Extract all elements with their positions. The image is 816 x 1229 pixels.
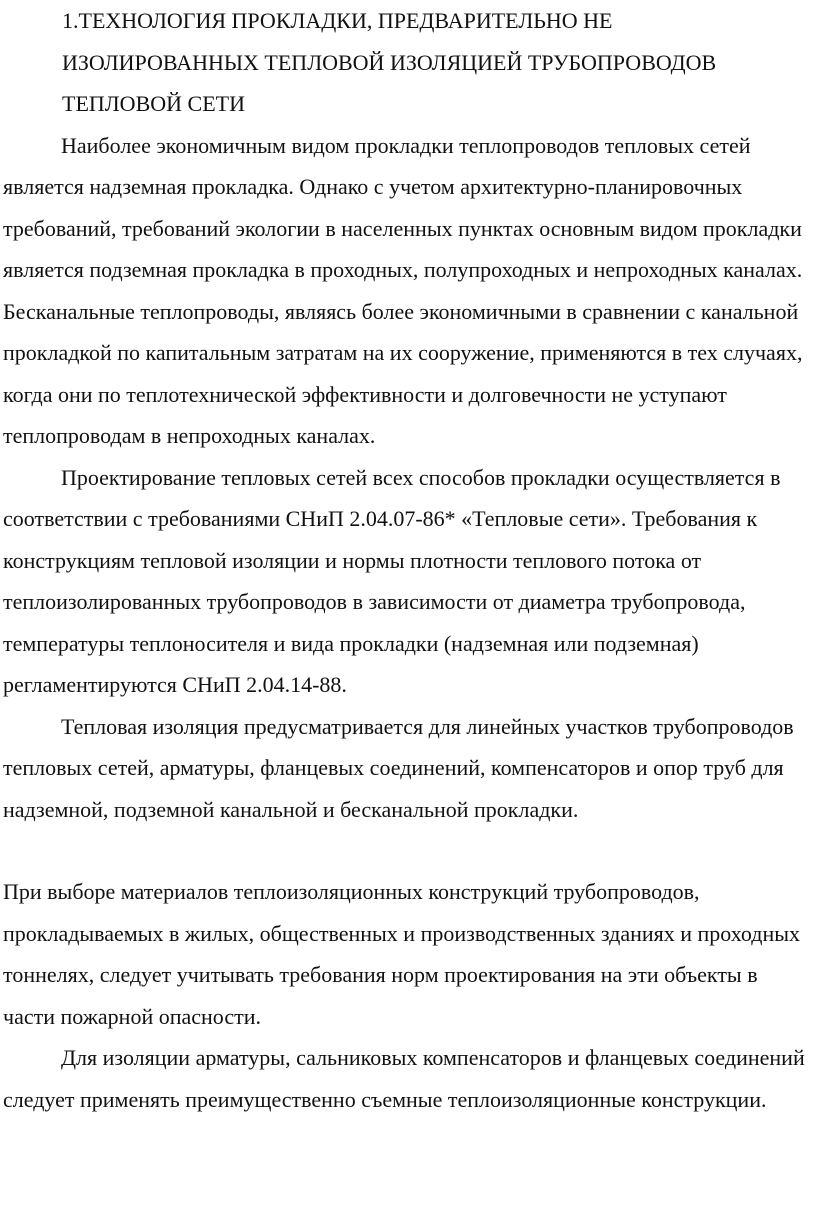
heading-line: 1.ТЕХНОЛОГИЯ ПРОКЛАДКИ, ПРЕДВАРИТЕЛЬНО НЕ	[62, 8, 613, 33]
paragraph-laying-methods: Наиболее экономичным видом прокладки теплопроводов тепловых сетей является надземная прокладка. Однако с учетом архитектурно-планировочных требований, требований экологии в населенных пунктах основным видом прокладки является подземная прокладка в проходных, полупроходных и непроходных каналах. Бесканальные теплопроводы, являясь более экономичными в сравнении с канальной прокладкой по капитальным затратам на их сооружение, применяются в тех случаях, когда они по теплотехнической эффективности и долговечности не уступают теплопроводам в непроходных каналах.	[3, 132, 803, 448]
paragraph-insulation-scope: Тепловая изоляция предусматривается для линейных участков трубопроводов тепловых сетей, арматуры, фланцевых соединений, компенсаторов и опор труб для надземной, подземной канальной и бесканальной прокладки.	[3, 713, 794, 822]
paragraph-design-standards: Проектирование тепловых сетей всех способов прокладки осуществляется в соответствии с требованиями СНиП 2.04.07-86* «Тепловые сети». Требования к конструкциям тепловой изоляции и нормы плотности теплового потока от теплоизолированных трубопроводов в зависимости от диаметра трубопровода, температуры теплоносителя и вида прокладки (надземная или подземная) регламентируются СНиП 2.04.14-88.	[3, 464, 781, 697]
paragraph-removable-insulation: Для изоляции арматуры, сальниковых компенсаторов и фланцевых соединений следует применять преимущественно съемные теплоизоляционные конструкции.	[3, 1045, 805, 1112]
heading-line: ИЗОЛИРОВАННЫХ ТЕПЛОВОЙ ИЗОЛЯЦИЕЙ ТРУБОПРОВОДОВ	[62, 49, 717, 75]
section-heading	[3, 0, 810, 125]
heading-line: ТЕПЛОВОЙ СЕТИ	[62, 91, 245, 116]
paragraph-fire-safety: При выборе материалов теплоизоляционных конструкций трубопроводов, прокладываемых в жилых, общественных и производственных зданиях и проходных тоннелях, следует учитывать требования норм проектирования на эти объекты в части пожарной опасности.	[3, 879, 801, 1029]
paragraph-spacer	[3, 830, 810, 871]
